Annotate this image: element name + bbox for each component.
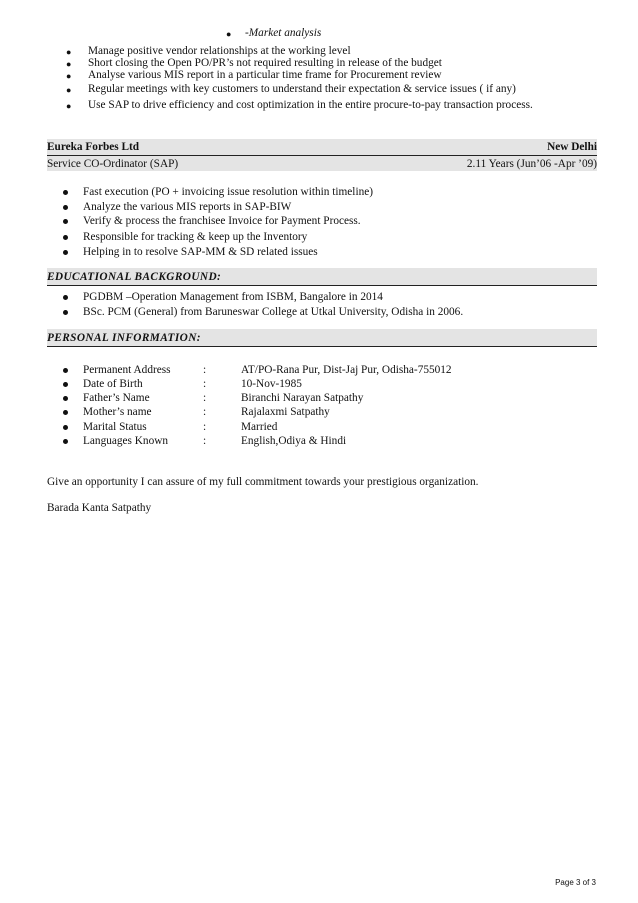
- bullet-icon: [63, 382, 68, 387]
- personal-label: Date of Birth: [83, 378, 143, 390]
- bullet-icon: [63, 368, 68, 373]
- personal-value: English,Odiya & Hindi: [241, 435, 347, 447]
- section-heading-personal: PERSONAL INFORMATION:: [47, 332, 201, 344]
- bullet-icon: [63, 205, 68, 210]
- bullet-icon: [63, 310, 68, 315]
- personal-header-divider: [47, 346, 597, 347]
- personal-label: Marital Status: [83, 421, 147, 433]
- bullet-icon: ●: [66, 101, 72, 111]
- market-analysis-item: -Market analysis: [245, 27, 322, 39]
- bullet-icon: ●: [66, 71, 72, 81]
- education-header-divider: [47, 285, 597, 286]
- personal-separator: :: [203, 364, 207, 376]
- personal-separator: :: [203, 421, 207, 433]
- bullet-icon: [63, 439, 68, 444]
- bullet-icon: [63, 219, 68, 224]
- personal-value: AT/PO-Rana Pur, Dist-Jaj Pur, Odisha-755012: [241, 364, 452, 376]
- personal-value: Rajalaxmi Satpathy: [241, 406, 330, 418]
- personal-label: Father’s Name: [83, 392, 150, 404]
- list-item: Fast execution (PO + invoicing issue resolution within timeline): [83, 186, 374, 198]
- bullet-icon: ●: [226, 29, 232, 39]
- bullet-icon: [63, 235, 68, 240]
- personal-value: Biranchi Narayan Satpathy: [241, 392, 364, 404]
- list-item: Verify & process the franchisee Invoice for Payment Process.: [83, 215, 361, 227]
- list-item: Helping in to resolve SAP-MM & SD related issues: [83, 246, 318, 258]
- list-item: Regular meetings with key customers to understand their expectation & service issues ( if any): [88, 83, 516, 95]
- bullet-icon: ●: [66, 59, 72, 69]
- personal-label: Languages Known: [83, 435, 169, 447]
- list-item: Short closing the Open PO/PR’s not required resulting in release of the budget: [88, 57, 442, 69]
- bullet-icon: [63, 250, 68, 255]
- personal-separator: :: [203, 435, 207, 447]
- bullet-icon: [63, 425, 68, 430]
- signature-name: Barada Kanta Satpathy: [47, 502, 152, 514]
- personal-separator: :: [203, 392, 207, 404]
- list-item: Analyze the various MIS reports in SAP-BIW: [83, 201, 292, 213]
- bullet-icon: [63, 190, 68, 195]
- personal-label: Permanent Address: [83, 364, 171, 376]
- list-item: PGDBM –Operation Management from ISBM, Bangalore in 2014: [83, 291, 383, 303]
- bullet-icon: ●: [66, 47, 72, 57]
- personal-separator: :: [203, 406, 207, 418]
- list-item: BSc. PCM (General) from Baruneswar College at Utkal University, Odisha in 2006.: [83, 306, 464, 318]
- bullet-icon: [63, 396, 68, 401]
- list-item: Responsible for tracking & keep up the Inventory: [83, 231, 308, 243]
- personal-value: 10-Nov-1985: [241, 378, 302, 390]
- list-item: Analyse various MIS report in a particular time frame for Procurement review: [88, 69, 442, 81]
- bullet-icon: [63, 410, 68, 415]
- company-location: New Delhi: [547, 141, 597, 153]
- page-number: Page 3 of 3: [555, 878, 596, 887]
- section-heading-education: EDUCATIONAL BACKGROUND:: [47, 271, 222, 283]
- list-item: Use SAP to drive efficiency and cost optimization in the entire procure-to-pay transaction process.: [88, 99, 533, 111]
- job-header-divider: [47, 155, 597, 156]
- personal-separator: :: [203, 378, 207, 390]
- personal-value: Married: [241, 421, 278, 433]
- personal-label: Mother’s name: [83, 406, 152, 418]
- bullet-icon: ●: [66, 85, 72, 95]
- closing-statement: Give an opportunity I can assure of my full commitment towards your prestigious organization.: [47, 476, 479, 488]
- job-duration: 2.11 Years (Jun’06 -Apr ’09): [466, 158, 597, 170]
- list-item: Manage positive vendor relationships at the working level: [88, 45, 351, 57]
- job-role: Service CO-Ordinator (SAP): [47, 158, 179, 170]
- company-name: Eureka Forbes Ltd: [47, 141, 140, 153]
- bullet-icon: [63, 295, 68, 300]
